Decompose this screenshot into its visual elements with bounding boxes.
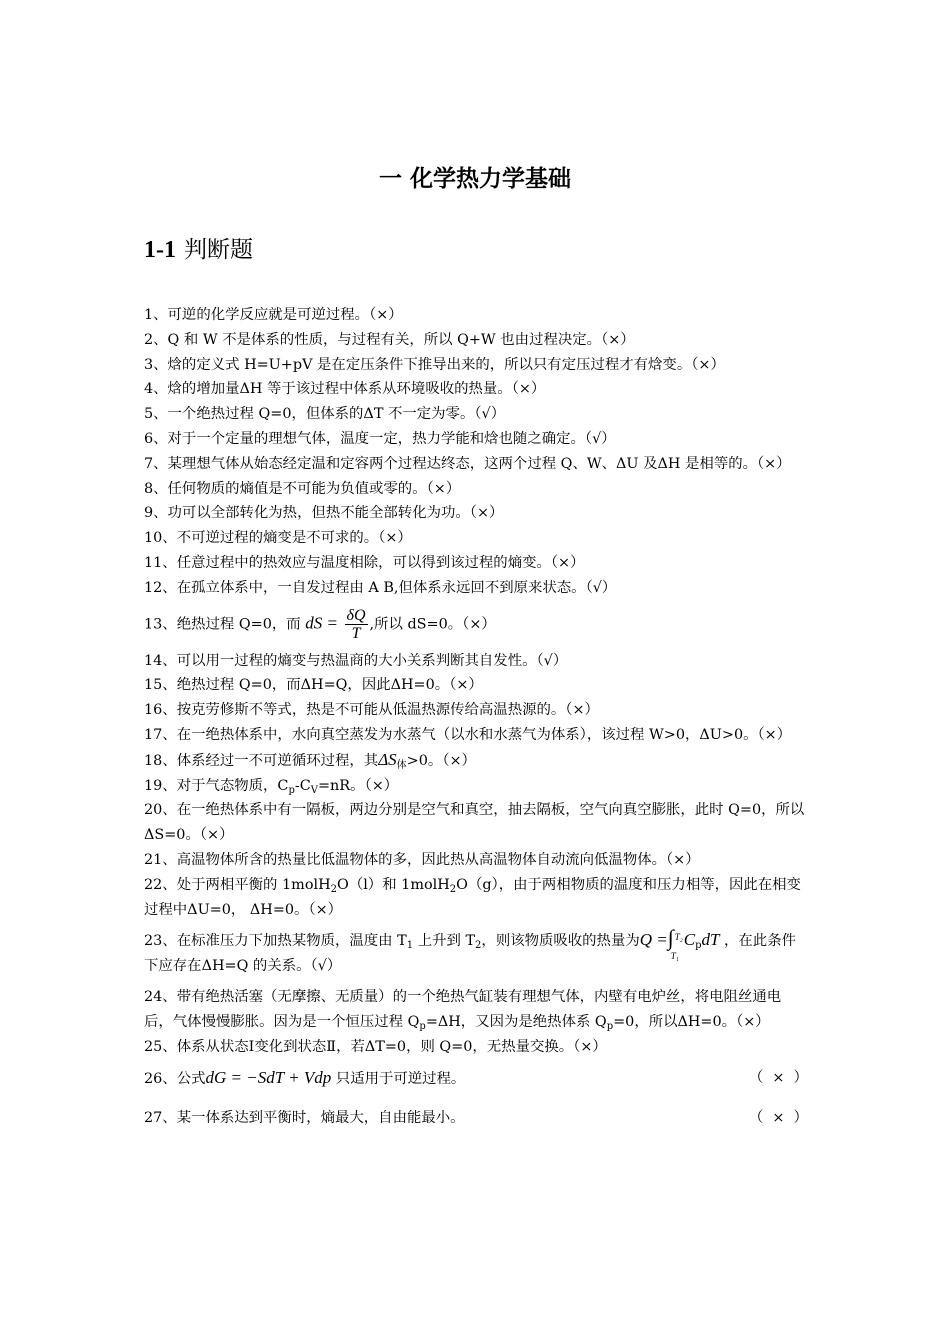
question-item: 11、任意过程中的热效应与温度相除，可以得到该过程的熵变。（×） <box>144 554 585 571</box>
section-number: 1-1 <box>144 237 176 263</box>
question-item-24 <box>144 985 808 1035</box>
q22-text-b: O（l）和 1molH <box>337 876 450 893</box>
q19-text-mid: -C <box>294 777 311 794</box>
question-item: 12、在孤立体系中，一自发过程由 A B,但体系永远回不到原来状态。（√） <box>144 579 617 596</box>
q22-text-c: O（g），由于两相物质的温度和压力相等，因此在相变过程中ΔU=0， ΔH=0。（×） <box>144 876 801 918</box>
question-item: 9、功可以全部转化为热，但热不能全部转化为功。（×） <box>144 505 504 522</box>
question-item: 16、按克劳修斯不等式，热是不可能从低温热源传给高温热源的。（×） <box>144 702 599 719</box>
q24-sub-2: p <box>606 1020 614 1032</box>
question-item: 8、任何物质的熵值是不可能为负值或零的。（×） <box>144 480 461 497</box>
q23-formula-dt: dT <box>701 930 720 950</box>
q18-text-post: >0。（×） <box>406 752 476 769</box>
q24-text-b: =ΔH，又因为是绝热体系 Q <box>425 1013 607 1030</box>
q26-text-pre: 26、公式 <box>144 1070 206 1087</box>
q19-sub-v: V <box>310 784 318 796</box>
question-item: 6、对于一个定量的理想气体，温度一定，热力学能和焓也随之确定。（√） <box>144 430 616 447</box>
question-item: 17、在一绝热体系中，水向真空蒸发为水蒸气（以水和水蒸气为体系），该过程 W>0，ΔU>0。（×） <box>144 726 792 743</box>
q23-text-a: 23、在标准压力下加热某物质，温度由 T <box>144 933 407 950</box>
q23-sub-1: 1 <box>406 940 414 952</box>
q13-text-pre: 13、绝热过程 Q=0，而 <box>144 616 301 633</box>
question-list <box>144 303 808 1131</box>
q25-text-a: 25、体系从状态 <box>144 1038 249 1055</box>
q26-formula: dG = −SdT + Vdp <box>205 1067 332 1087</box>
q13-denominator: T <box>351 624 361 642</box>
q25-roman-1: Ⅰ <box>248 1038 255 1055</box>
integral-upper-limit: T₂ <box>674 932 683 943</box>
q24-text-a: 24、带有绝热活塞（无摩擦、无质量）的一个绝热气缸装有理想气体，内壁有电炉丝，将电阻丝通电后，气体慢慢膨胀。因为是一个恒压过程 Q <box>144 989 782 1030</box>
page-title: 一 化学热力学基础 <box>378 166 571 192</box>
question-item-26 <box>144 1060 808 1099</box>
answer-mark: （ × ） <box>748 1069 808 1086</box>
q18-text-pre: 18、体系经过一不可逆循环过程，其 <box>144 752 379 769</box>
q19-text-post: =nR。（×） <box>317 777 399 794</box>
q22-text-a: 22、处于两相平衡的 1molH <box>144 876 331 893</box>
question-item: 21、高温物体所含的热量比低温物体的多，因此热从高温物体自动流向低温物体。（×） <box>144 851 700 868</box>
q18-delta-s: ΔS <box>378 749 397 769</box>
q23-text-d: ，在此条件下应存在ΔH=Q 的关系。（√） <box>144 933 796 975</box>
q13-fraction <box>345 607 368 642</box>
q23-text-b: 上升到 T <box>413 933 476 950</box>
integral-sign: ∫ T₂ T₁ <box>668 928 684 954</box>
q24-sub-1: p <box>419 1020 426 1032</box>
section-heading <box>144 234 253 266</box>
q26-text-post: 只适用于可逆过程。 <box>335 1070 466 1087</box>
question-item: 1、可逆的化学反应就是可逆过程。（×） <box>144 307 403 323</box>
question-item: 2、Q 和 W 不是体系的性质，与过程有关，所以 Q+W 也由过程决定。（×） <box>144 331 635 348</box>
q23-formula-q: Q = <box>639 930 668 950</box>
q23-formula-c: C <box>683 930 696 950</box>
question-item-25 <box>144 1035 808 1060</box>
q22-sub-2: 2 <box>449 883 457 895</box>
question-item: 4、焓的增加量ΔH 等于该过程中体系从环境吸收的热量。（×） <box>144 381 546 398</box>
answer-mark: （ × ） <box>748 1110 808 1127</box>
q27-text: 27、某一体系达到平衡时，熵最大，自由能最小。 <box>144 1110 465 1127</box>
question-item-19 <box>144 774 808 799</box>
question-item: 15、绝热过程 Q=0，而ΔH=Q，因此ΔH=0。（×） <box>144 677 483 694</box>
question-item-23 <box>144 922 808 985</box>
question-item-27 <box>144 1106 808 1131</box>
q23-sub-2: 2 <box>475 940 482 952</box>
q13-numerator: δQ <box>346 606 366 624</box>
q22-sub-1: 2 <box>330 883 338 895</box>
question-item: 3、焓的定义式 H=U+pV 是在定压条件下推导出来的，所以只有定压过程才有焓变。（×） <box>144 356 725 373</box>
question-item: 5、一个绝热过程 Q=0，但体系的ΔT 不一定为零。（√） <box>144 406 506 423</box>
q13-text-post: ,所以 dS=0。（×） <box>369 616 496 633</box>
question-item: 20、在一绝热体系中有一隔板，两边分别是空气和真空，抽去隔板，空气向真空膨胀，此时 Q=0，所以ΔS=0。（×） <box>144 802 805 844</box>
q25-text-b: 变化到状态Ⅱ，若ΔT=0，则 Q=0，无热量交换。（×） <box>254 1038 607 1055</box>
q19-text-pre: 19、对于气态物质，C <box>144 777 289 794</box>
question-item-18 <box>144 748 808 774</box>
q23-formula-p: p <box>695 940 702 952</box>
question-item-22 <box>144 873 808 923</box>
integral-lower-limit: T₁ <box>670 951 679 962</box>
q18-subscript: 体 <box>396 759 407 771</box>
q23-text-c: ，则该物质吸收的热量为 <box>481 933 640 950</box>
q19-sub-p: p <box>288 784 295 796</box>
section-name: 判断题 <box>184 237 253 263</box>
question-item-13 <box>144 601 808 649</box>
question-item: 7、某理想气体从始态经定温和定容两个过程达终态，这两个过程 Q、W、ΔU 及ΔH 是相等的。（×） <box>144 455 791 472</box>
q24-text-c: =0，所以ΔH=0。（×） <box>613 1013 770 1030</box>
question-item: 10、不可逆过程的熵变是不可求的。（×） <box>144 530 412 547</box>
q13-formula-lhs: dS = <box>305 613 338 633</box>
question-item: 14、可以用一过程的熵变与热温商的大小关系判断其自发性。（√） <box>144 652 568 669</box>
